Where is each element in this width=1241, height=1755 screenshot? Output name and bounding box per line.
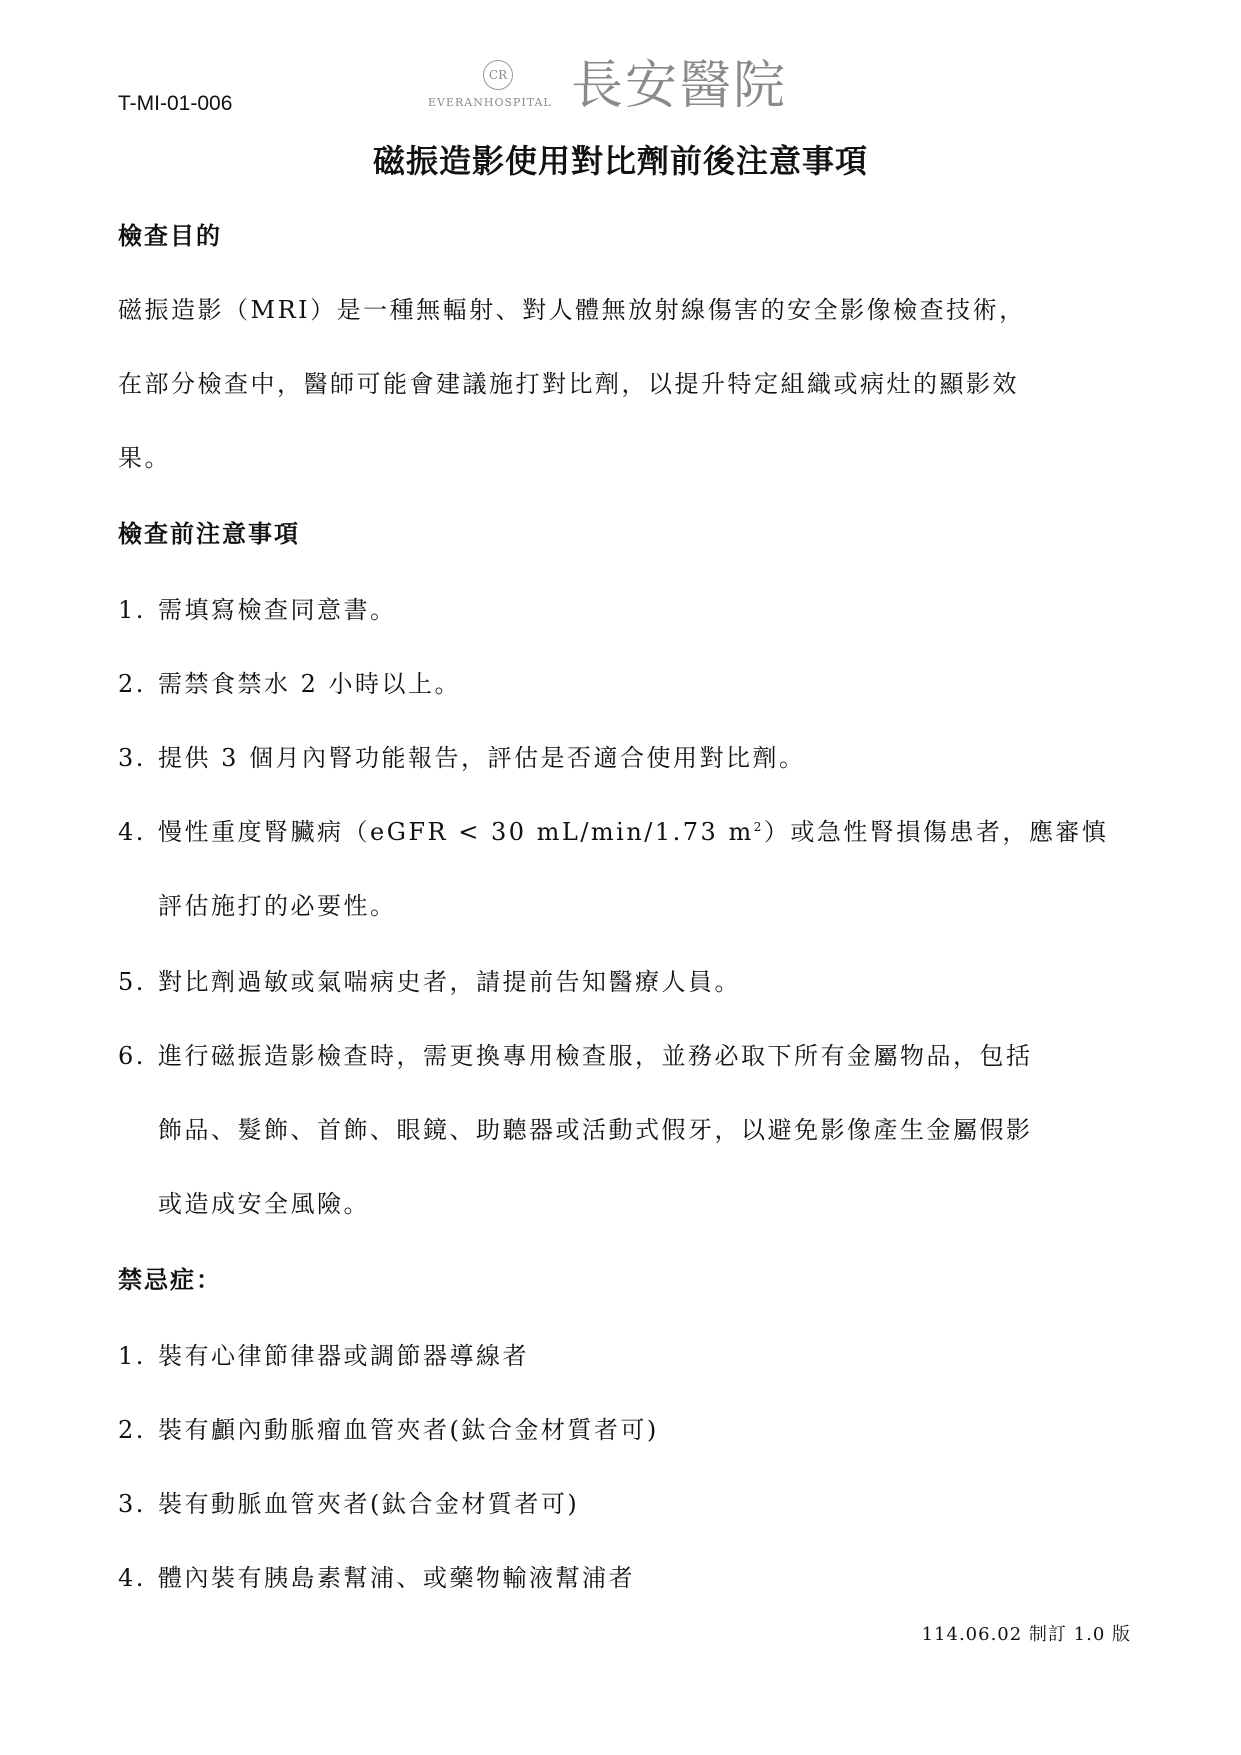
superscript: 2 (753, 820, 764, 834)
pre-exam-item-4-cont: 評估施打的必要性。 (158, 892, 397, 920)
item-text: 進行磁振造影檢查時，需更換專用檢查服，並務必取下所有金屬物品，包括 (158, 1042, 1033, 1070)
purpose-line-3: 果。 (118, 444, 171, 472)
item-text: 對比劑過敏或氣喘病史者，請提前告知醫療人員。 (158, 968, 741, 996)
item-text: 提供 3 個月內腎功能報告，評估是否適合使用對比劑。 (158, 744, 806, 772)
pre-exam-item-6-cont-1: 飾品、髮飾、首飾、眼鏡、助聽器或活動式假牙，以避免影像產生金屬假影 (158, 1116, 1033, 1144)
pre-exam-item-1 (118, 590, 397, 625)
item-number: 4. (118, 1564, 146, 1592)
item-text-a: 慢性重度腎臟病（eGFR < 30 mL/min/1.73 m (158, 818, 754, 846)
logo-chinese-name: 長安醫院 (571, 56, 788, 116)
purpose-line-1: 磁振造影（MRI）是一種無輻射、對人體無放射線傷害的安全影像檢查技術， (118, 296, 1026, 324)
hospital-logo (428, 52, 828, 124)
item-number: 3. (118, 1490, 146, 1518)
contraindication-item-3 (118, 1484, 579, 1519)
item-number: 1. (118, 1342, 146, 1370)
item-text-b: ）或急性腎損傷患者，應審慎 (763, 818, 1109, 846)
pre-exam-item-6-cont-2: 或造成安全風險。 (158, 1190, 370, 1218)
item-number: 1. (118, 596, 146, 624)
pre-exam-item-5 (118, 962, 741, 997)
contraindication-item-2 (118, 1410, 659, 1445)
item-number: 4. (118, 818, 146, 846)
item-number: 3. (118, 744, 146, 772)
pre-exam-heading: 檢查前注意事項 (118, 519, 300, 548)
version-footer: 114.06.02 制訂 1.0 版 (921, 1624, 1131, 1645)
logo-english-name: EVERANHOSPITAL (428, 96, 552, 109)
pre-exam-item-3 (118, 738, 806, 773)
pre-exam-item-6 (118, 1036, 1033, 1071)
contraindications-heading: 禁忌症： (118, 1265, 222, 1294)
item-number: 2. (118, 1416, 146, 1444)
purpose-line-2: 在部分檢查中，醫師可能會建議施打對比劑，以提升特定組織或病灶的顯影效 (118, 370, 1019, 398)
item-text: 裝有心律節律器或調節器導線者 (158, 1342, 529, 1370)
logo-emblem-icon: CR (483, 60, 513, 90)
item-text: 需填寫檢查同意書。 (158, 596, 397, 624)
pre-exam-item-2 (118, 664, 461, 699)
item-text: 需禁食禁水 2 小時以上。 (158, 670, 462, 698)
item-text: 裝有顱內動脈瘤血管夾者(鈦合金材質者可) (158, 1416, 659, 1444)
item-text: 裝有動脈血管夾者(鈦合金材質者可) (158, 1490, 580, 1518)
item-text: 體內裝有胰島素幫浦、或藥物輸液幫浦者 (158, 1564, 635, 1592)
item-number: 5. (118, 968, 146, 996)
pre-exam-item-4 (118, 812, 1108, 847)
item-number: 6. (118, 1042, 146, 1070)
page-title: 磁振造影使用對比劑前後注意事項 (372, 142, 868, 180)
purpose-heading: 檢查目的 (118, 221, 222, 250)
contraindication-item-1 (118, 1336, 529, 1371)
contraindication-item-4 (118, 1558, 635, 1593)
document-code: T-MI-01-006 (118, 92, 233, 115)
item-number: 2. (118, 670, 146, 698)
